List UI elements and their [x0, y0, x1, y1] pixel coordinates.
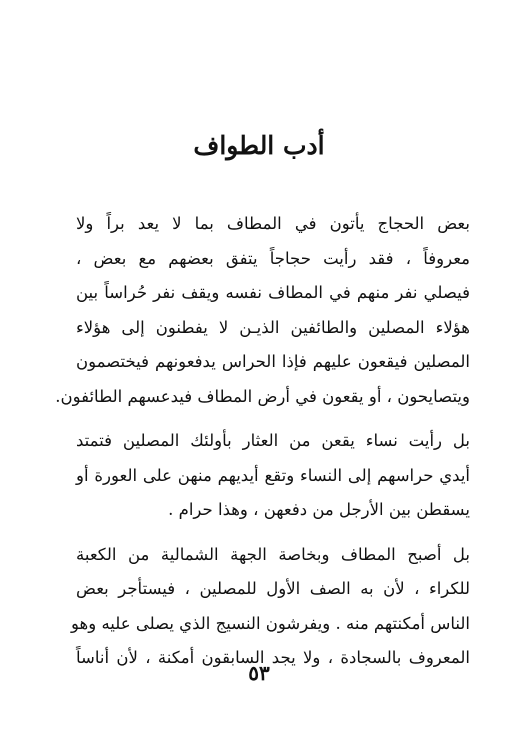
text-line: بل رأيت نساء يقعن من العثار بأولئك المصلين فتمتد [76, 431, 470, 450]
text-line: بعض الحجاج يأتون في المطاف بما لا يعد براً ولا [76, 214, 470, 233]
text-line: يسقطن بين الأرجل من دفعهن ، وهذا حرام . [168, 500, 470, 519]
page-title: أدب الطواف [193, 131, 325, 160]
paragraph-gap [76, 414, 470, 424]
text-line: للكراء ، لأن به الصف الأول للمصلين ، فيستأجر بعض [76, 579, 470, 598]
paragraph-3 [71, 538, 470, 676]
page-number: ٥٣ [248, 661, 270, 685]
text-line: فيصلي نفر منهم في المطاف نفسه ويقف نفر حُراساً بين [76, 283, 470, 302]
text-line: المصلين فيقعون عليهم فإذا الحراس يدفعونهم فيختصمون [76, 352, 470, 371]
paragraph-1 [55, 207, 470, 414]
text-line: بل أصبح المطاف وبخاصة الجهة الشمالية من الكعبة [76, 544, 470, 564]
paragraph-2 [76, 424, 470, 528]
text-line: الناس أمكنتهم منه . ويفرشون النسيج الذي يصلى عليه وهو [71, 613, 470, 633]
paragraph-gap [76, 528, 470, 538]
text-line: ويتصايحون ، أو يقعون في أرض المطاف فيدعسهم الطائفون. [55, 386, 470, 406]
text-line: هؤلاء المصلين والطائفين الذيـن لا يفطنون إلى هؤلاء [76, 317, 470, 337]
text-line: أيدي حراسهم إلى النساء وتقع أيديهم منهن على العورة أو [76, 465, 470, 485]
body-text [55, 207, 470, 676]
text-line: معروفاً ، فقد رأيت حجاجاً يتفق بعضهم مع بعض ، [76, 248, 470, 268]
text-line: المعروف بالسجادة ، ولا يجد السابقون أمكنة ، لأن أناساً [76, 648, 470, 667]
